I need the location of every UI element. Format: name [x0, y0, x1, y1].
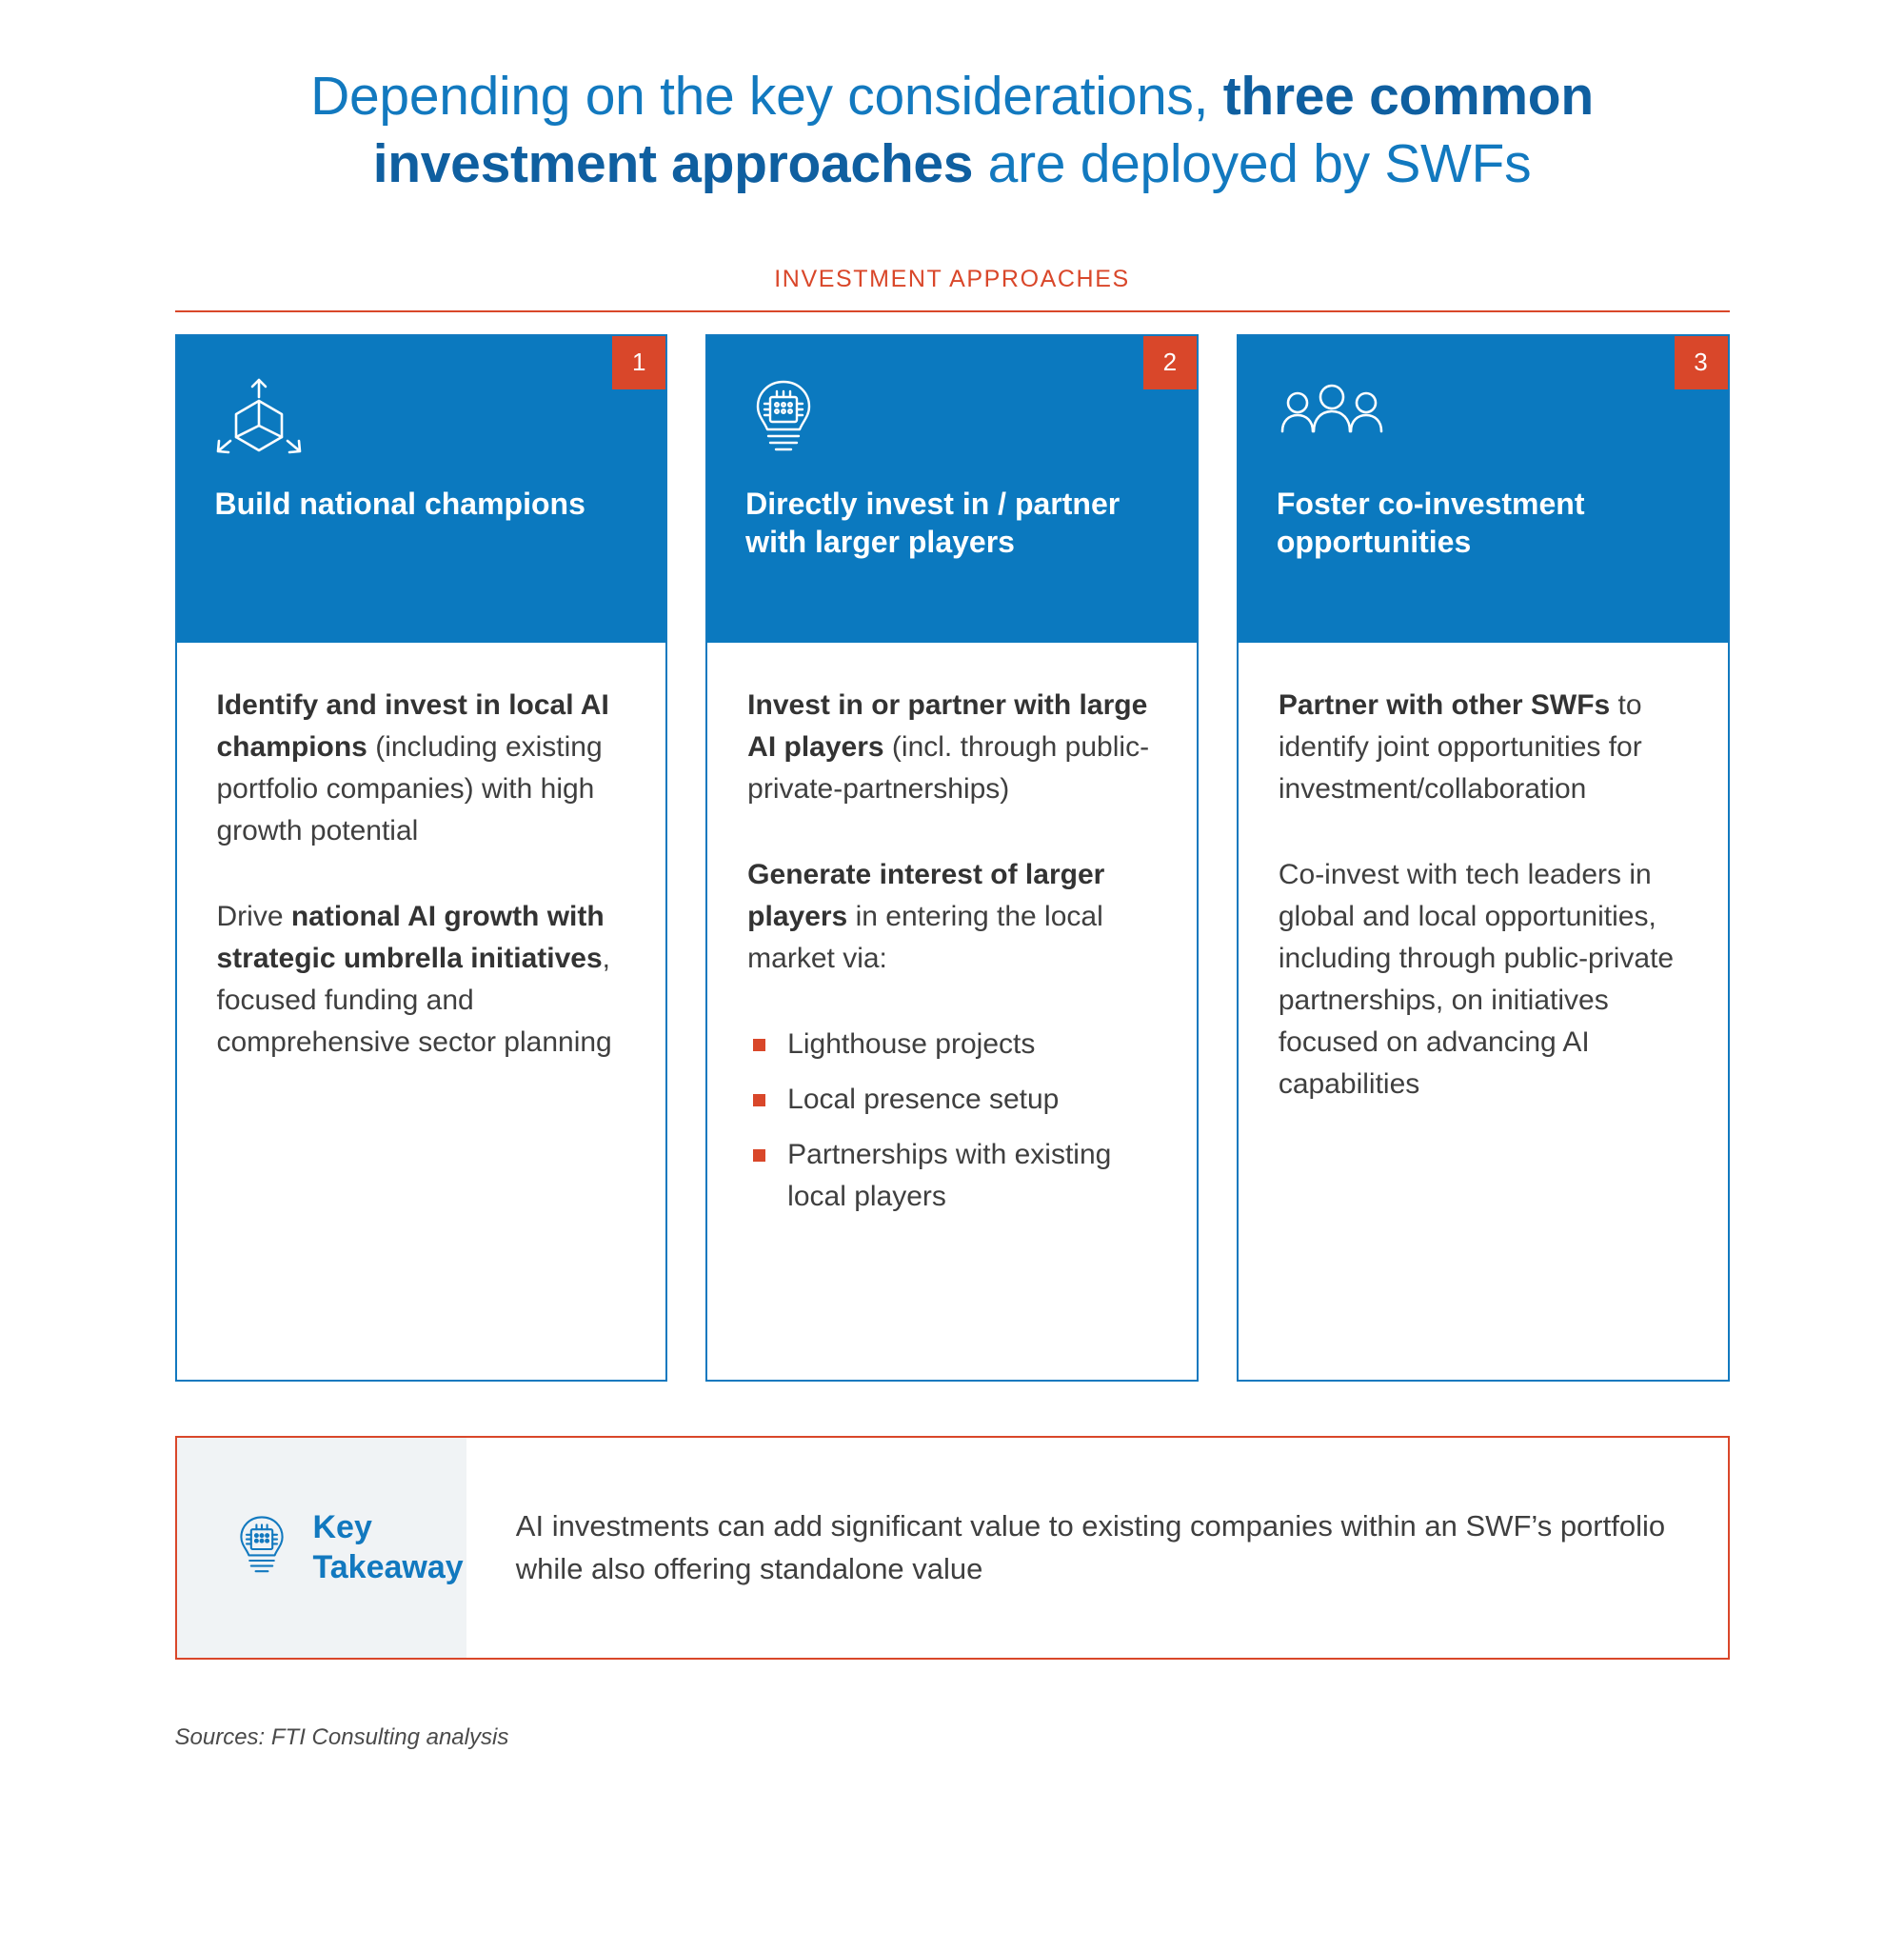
lightbulb-chip-icon: [231, 1514, 292, 1582]
text-run-bold: national AI growth with strategic umbrella initiatives: [216, 900, 605, 974]
title-line1-bold: three common: [1222, 66, 1594, 127]
approach-card-2-number: 2: [1143, 336, 1197, 389]
approach-card-3-number: 3: [1675, 336, 1728, 389]
list-item: Lighthouse projects: [747, 1024, 1157, 1065]
key-takeaway-label-line1: Key: [312, 1508, 372, 1545]
approach-card-1-para-2: [217, 896, 626, 1064]
page-title: [167, 63, 1737, 199]
key-takeaway-text: AI investments can add significant value to existing companies within an SWF’s portfolio while also offering standalone value: [515, 1508, 1666, 1585]
key-takeaway-label: [313, 1507, 464, 1588]
text-run-bold: Generate interest of larger players: [747, 858, 1105, 932]
key-takeaway-label-line2: Takeaway: [312, 1549, 464, 1585]
approach-card-3-para-2: [1279, 854, 1688, 1106]
approach-card-2-body: [707, 643, 1197, 1380]
approach-card-1-para-1: [217, 685, 626, 852]
key-takeaway-label-panel: [177, 1438, 466, 1658]
approach-cards: [175, 334, 1730, 1382]
approach-card-2[interactable]: [705, 334, 1199, 1382]
infographic-page: [0, 63, 1904, 1951]
text-run-bold: Identify and invest in local AI champions: [216, 688, 609, 763]
approach-card-1-title: Build national champions: [214, 486, 585, 521]
title-line2-bold: investment approaches: [372, 133, 974, 195]
page-title-text: [167, 63, 1737, 199]
text-run: Co-invest with tech leaders in global and local opportunities, including through public-private partnerships, on initiatives focused on advancing AI capabilities: [1278, 858, 1675, 1101]
text-run: to identify joint opportunities for investment/collaboration: [1278, 688, 1642, 805]
approach-card-3-title: Foster co-investment opportunities: [1276, 486, 1585, 560]
approach-card-2-bullets: [747, 1024, 1157, 1218]
text-run: , focused funding and comprehensive sector planning: [216, 942, 612, 1059]
text-run: Drive: [216, 900, 291, 932]
people-group-icon: [1277, 378, 1690, 452]
approach-card-3-body: [1239, 643, 1728, 1380]
approach-card-1-body: [177, 643, 666, 1380]
approach-card-1[interactable]: [175, 334, 668, 1382]
title-line2-post: are deployed by SWFs: [973, 133, 1532, 195]
cube-growth-icon: [215, 378, 628, 452]
list-item: Local presence setup: [747, 1079, 1157, 1121]
approach-card-2-para-2: [747, 854, 1157, 980]
section-label: INVESTMENT APPROACHES: [774, 265, 1130, 292]
lightbulb-chip-icon: [745, 378, 1159, 452]
text-run: (including existing portfolio companies) with high growth potential: [216, 730, 603, 846]
list-item: Partnerships with existing local players: [747, 1134, 1157, 1218]
key-takeaway: [175, 1436, 1730, 1660]
approach-card-2-title: Directly invest in / partner with larger players: [745, 486, 1121, 560]
text-run: in entering the local market via:: [747, 900, 1103, 974]
text-run: (incl. through public-private-partnerships): [747, 730, 1150, 805]
approach-card-1-number: 1: [612, 336, 665, 389]
approach-card-2-para-1: [747, 685, 1157, 810]
approach-card-2-header: [707, 336, 1197, 643]
source-note: Sources: FTI Consulting analysis: [174, 1723, 509, 1750]
section-divider: [175, 310, 1730, 312]
text-run-bold: Partner with other SWFs: [1278, 688, 1611, 721]
title-line1-pre: Depending on the key considerations,: [310, 66, 1223, 127]
approach-card-3[interactable]: [1237, 334, 1730, 1382]
approach-card-3-header: [1239, 336, 1728, 643]
approach-card-3-para-1: [1279, 685, 1688, 810]
text-run-bold: Invest in or partner with large AI players: [747, 688, 1148, 763]
approach-card-1-header: [177, 336, 666, 643]
